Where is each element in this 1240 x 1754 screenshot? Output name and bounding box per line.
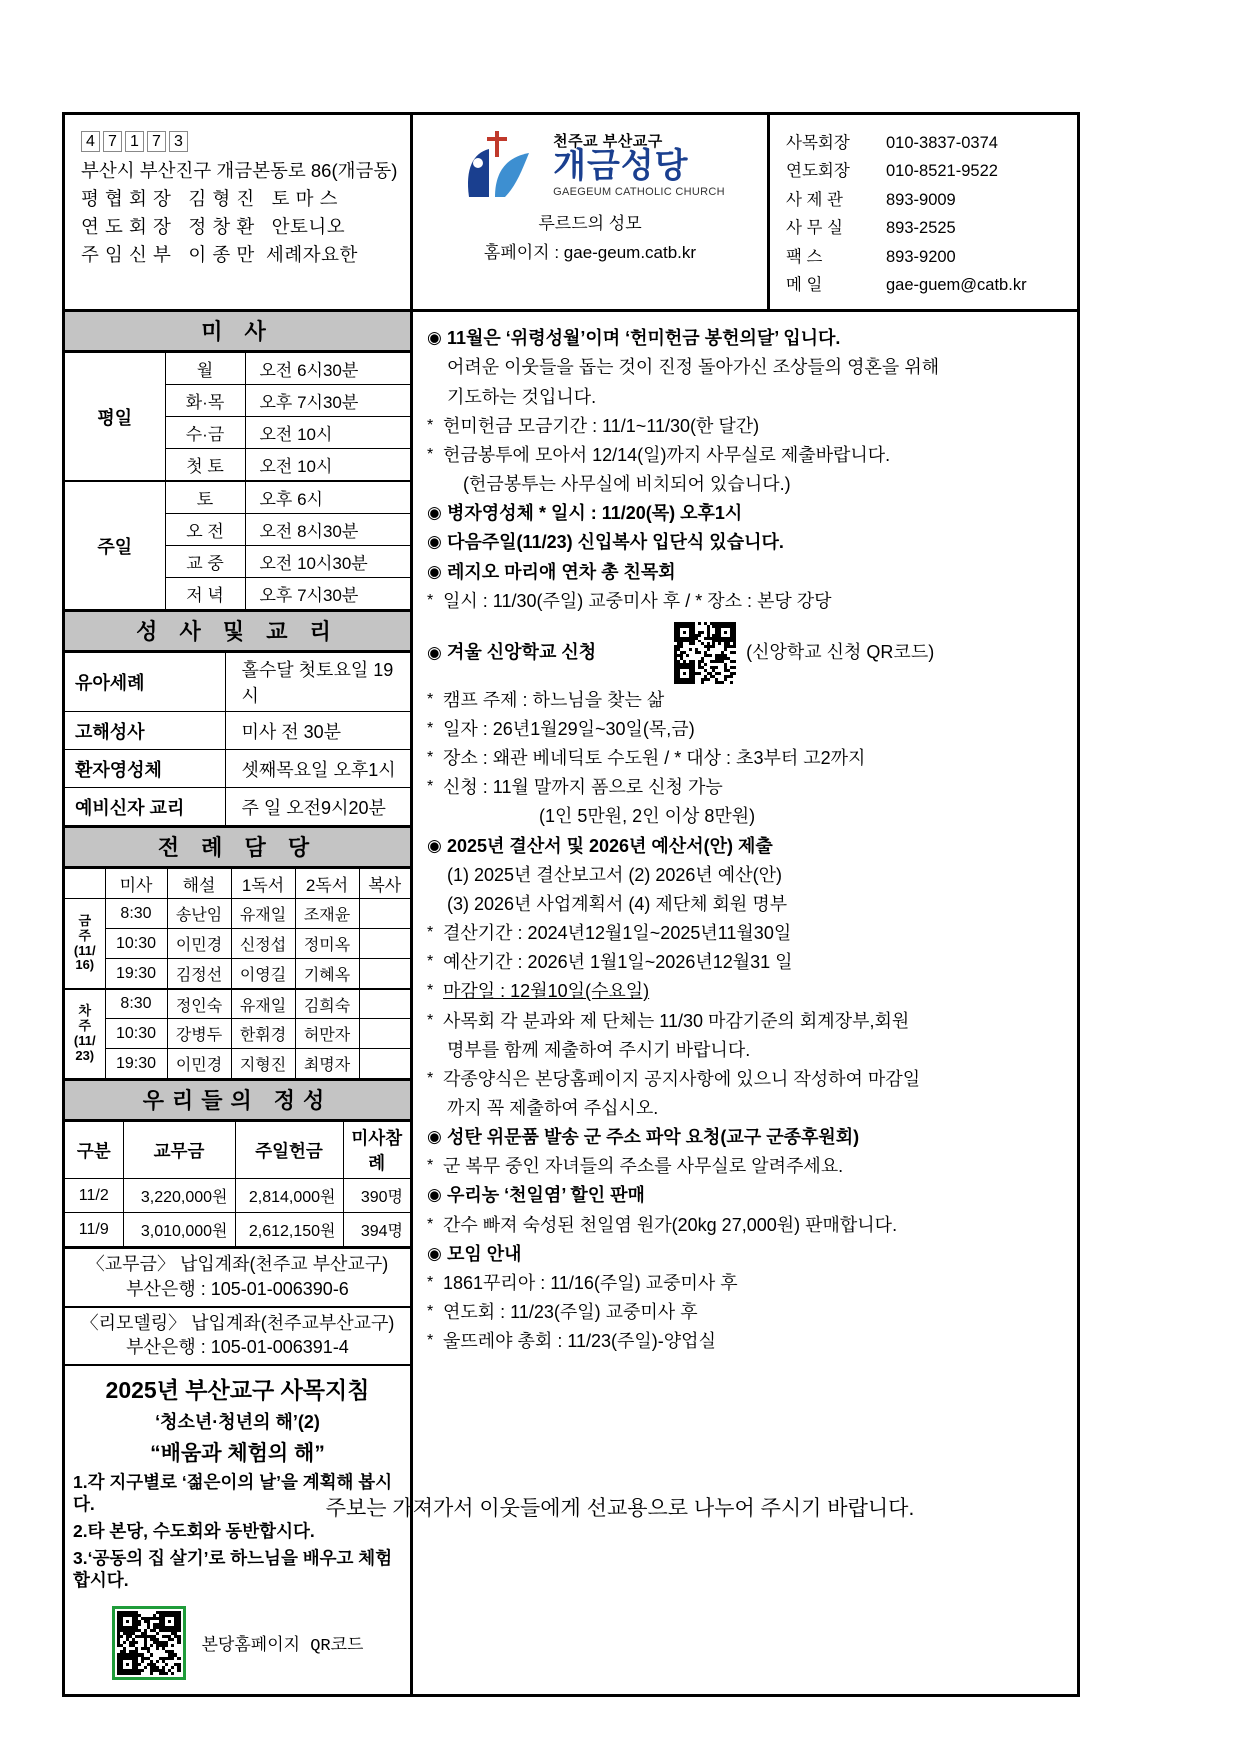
week-line: (11/ bbox=[73, 1033, 96, 1048]
liturgy-col-server: 복사 bbox=[359, 869, 410, 899]
announcement-item bbox=[427, 832, 1067, 861]
liturgy-reading1: 한휘경 bbox=[231, 1019, 295, 1049]
announcement-item bbox=[427, 1298, 1067, 1327]
week-line: 16) bbox=[75, 957, 95, 973]
announcement-text: (1인 5만원, 2인 이상 8만원) bbox=[539, 806, 756, 827]
parish-homepage-qr-code-icon[interactable] bbox=[112, 1606, 186, 1680]
announcement-text: 레지오 마리애 연차 총 친목회 bbox=[447, 561, 676, 582]
contact-email[interactable]: gae-guem@catb.kr bbox=[886, 275, 1027, 294]
announcement-item bbox=[427, 948, 1067, 977]
account-title: 〈교무금〉 납입계좌(천주교 부산교구) bbox=[86, 1254, 389, 1275]
church-name: 개금성당 bbox=[553, 147, 689, 186]
announcement-item bbox=[427, 977, 1067, 1006]
zipcode-digit: 7 bbox=[103, 131, 122, 152]
offering-col-attendance: 미사참례 bbox=[343, 1122, 410, 1179]
bullet-circle-icon: ◉ bbox=[427, 1127, 442, 1147]
bullet-star-icon: * bbox=[427, 1011, 434, 1029]
table-row bbox=[65, 481, 410, 514]
announcement-text: 울뜨레야 총회 : 11/23(주일)-양업실 bbox=[443, 1331, 716, 1352]
announcement-text: 11월은 ‘위령성월’이며 ‘헌미헌금 봉헌의달’ 입니다. bbox=[447, 328, 841, 349]
table-header-row bbox=[65, 869, 410, 899]
liturgy-reading2: 조재윤 bbox=[295, 899, 359, 929]
liturgy-col-reading1: 1독서 bbox=[231, 869, 295, 899]
liturgy-reading2: 기혜옥 bbox=[295, 959, 359, 989]
section-title-liturgy: 전 례 담 당 bbox=[65, 826, 410, 868]
bullet-star-icon: * bbox=[427, 1332, 434, 1350]
contact-label: 사목회장 bbox=[786, 134, 850, 152]
guideline-subtitle-2: “배움과 체험의 해” bbox=[150, 1442, 325, 1466]
liturgy-col-week bbox=[65, 869, 105, 899]
mass-day: 교 중 bbox=[165, 546, 245, 578]
parish-address: 부산시 부산진구 개금본동로 86(개금동) bbox=[81, 160, 398, 181]
offering-dues: 3,220,000원 bbox=[123, 1179, 235, 1213]
account-number: 부산은행 : 105-01-006390-6 bbox=[126, 1278, 349, 1299]
contact-row bbox=[786, 157, 1067, 185]
announcement-text: 연도회 : 11/23(주일) 교중미사 후 bbox=[443, 1302, 698, 1323]
liturgy-server bbox=[359, 1049, 410, 1079]
liturgy-reading2: 허만자 bbox=[295, 1019, 359, 1049]
table-row bbox=[65, 989, 410, 1019]
role-saint-name: 세례자요한 bbox=[266, 244, 358, 266]
announcement-text: 장소 : 왜관 베네딕토 수도원 / * 대상 : 초3부터 고2까지 bbox=[443, 748, 866, 769]
contact-label: 연도회장 bbox=[786, 162, 850, 181]
table-row bbox=[65, 1049, 410, 1079]
announcement-text: 일시 : 11/30(주일) 교중미사 후 / * 장소 : 본당 강당 bbox=[443, 590, 832, 611]
bullet-circle-icon: ◉ bbox=[427, 835, 442, 855]
week-line: 금 bbox=[78, 912, 92, 928]
role-title: 연 도 회 장 bbox=[81, 216, 172, 238]
offering-dues: 3,010,000원 bbox=[123, 1213, 235, 1247]
role-saint-name: 안토니오 bbox=[271, 216, 346, 238]
table-row bbox=[65, 750, 410, 788]
account-block-dues bbox=[65, 1247, 410, 1306]
contact-row bbox=[786, 186, 1067, 214]
announcement-text: (1) 2025년 결산보고서 (2) 2026년 예산(안) bbox=[447, 864, 782, 885]
announcement-text: 캠프 주제 : 하느님을 찾는 삶 bbox=[443, 689, 665, 710]
contact-value: 893-9009 bbox=[886, 190, 956, 209]
sacrament-value: 미사 전 30분 bbox=[225, 712, 410, 750]
account-block-remodeling bbox=[65, 1306, 410, 1365]
announcement-text: 각종양식은 본당홈페이지 공지사항에 있으니 작성하여 마감일 bbox=[443, 1068, 921, 1089]
liturgy-time: 10:30 bbox=[105, 929, 167, 959]
announcement-item bbox=[427, 1240, 1067, 1269]
mass-day: 첫 토 bbox=[165, 449, 245, 482]
announcement-item bbox=[427, 1036, 1067, 1065]
announcement-text: 사목회 각 분과와 제 단체는 11/30 마감기준의 회계장부,회원 bbox=[443, 1010, 910, 1031]
bullet-star-icon: * bbox=[427, 1215, 434, 1233]
mass-weekday-label: 평일 bbox=[65, 353, 165, 482]
mass-time: 오전 6시30분 bbox=[245, 353, 410, 385]
table-row bbox=[65, 712, 410, 750]
table-row bbox=[65, 353, 410, 385]
bullet-circle-icon: ◉ bbox=[427, 561, 442, 581]
announcement-text: 결산기간 : 2024년12월1일~2025년11월30일 bbox=[443, 923, 792, 944]
role-name: 김 형 진 bbox=[188, 188, 255, 210]
contact-row bbox=[786, 129, 1067, 157]
diocese-name: 천주교 부산교구 bbox=[553, 133, 663, 151]
liturgy-reading1: 유재일 bbox=[231, 989, 295, 1019]
mass-time: 오후 7시30분 bbox=[245, 385, 410, 417]
announcement-text: 예산기간 : 2026년 1월1일~2026년12월31 일 bbox=[443, 952, 793, 973]
liturgy-reading1: 유재일 bbox=[231, 899, 295, 929]
qr-module bbox=[177, 1672, 180, 1675]
announcement-text: 명부를 함께 제출하여 주시기 바랍니다. bbox=[447, 1039, 751, 1060]
faith-school-qr-code-icon[interactable] bbox=[674, 622, 736, 684]
role-saint-name: 토 마 스 bbox=[271, 188, 339, 210]
qr-caption: (신앙학교 신청 QR코드) bbox=[746, 642, 935, 663]
bullet-star-icon: * bbox=[427, 445, 434, 463]
table-row bbox=[65, 929, 410, 959]
zipcode-digit: 4 bbox=[81, 131, 100, 152]
parish-qr-row bbox=[73, 1606, 402, 1680]
table-row bbox=[65, 653, 410, 712]
sacrament-name: 고해성사 bbox=[65, 712, 225, 750]
announcement-text: 간수 빠져 숙성된 천일염 원가(20kg 27,000원) 판매합니다. bbox=[443, 1214, 898, 1235]
table-header-row bbox=[65, 1122, 410, 1179]
logo-text-group bbox=[553, 130, 725, 198]
announcement-text: 모임 안내 bbox=[447, 1243, 522, 1264]
contact-value: 010-3837-0374 bbox=[886, 134, 998, 152]
liturgy-time: 8:30 bbox=[105, 989, 167, 1019]
liturgy-reading1: 이영길 bbox=[231, 959, 295, 989]
announcement-item bbox=[427, 715, 1067, 744]
table-row bbox=[65, 1179, 410, 1213]
offering-col-date: 구분 bbox=[65, 1122, 123, 1179]
zipcode-digit: 1 bbox=[125, 131, 144, 152]
liturgy-reading2: 정미옥 bbox=[295, 929, 359, 959]
announcement-item bbox=[427, 622, 1067, 684]
announcement-item bbox=[427, 861, 1067, 890]
bullet-star-icon: * bbox=[427, 953, 434, 971]
bullet-star-icon: * bbox=[427, 924, 434, 942]
guideline-item: 1.각 지구별로 ‘젊은이의 날’을 계획해 봅시다. bbox=[73, 1472, 393, 1515]
week-line: 차 bbox=[78, 1003, 92, 1019]
announcement-item bbox=[427, 324, 1067, 353]
zipcode-digit: 7 bbox=[147, 131, 166, 152]
role-row-3 bbox=[81, 241, 396, 269]
announcement-text: (3) 2026년 사업계획서 (4) 제단체 회원 명부 bbox=[447, 893, 788, 914]
bullet-star-icon: * bbox=[427, 982, 434, 1000]
announcement-text: 2025년 결산서 및 2026년 예산서(안) 제출 bbox=[447, 835, 773, 856]
mass-sunday-label: 주일 bbox=[65, 481, 165, 610]
announcement-text: 1861꾸리아 : 11/16(주일) 교중미사 후 bbox=[443, 1272, 738, 1293]
account-title: 〈리모델링〉 납입계좌(천주교부산교구) bbox=[80, 1312, 395, 1333]
bullet-star-icon: * bbox=[427, 1157, 434, 1175]
bullet-star-icon: * bbox=[427, 778, 434, 796]
liturgy-server bbox=[359, 899, 410, 929]
liturgy-reading2: 김희숙 bbox=[295, 989, 359, 1019]
contact-label: 사 무 실 bbox=[786, 219, 843, 238]
announcement-item bbox=[427, 528, 1067, 557]
guideline-heading: 2025년 부산교구 사목지침 bbox=[105, 1377, 370, 1404]
role-title: 주 임 신 부 bbox=[81, 244, 172, 266]
announcement-text: 일자 : 26년1월29일~30일(목,금) bbox=[443, 718, 695, 739]
sacrament-name: 환자영성체 bbox=[65, 750, 225, 788]
bullet-star-icon: * bbox=[427, 1273, 434, 1291]
contact-row bbox=[786, 271, 1067, 299]
contact-label: 메 일 bbox=[786, 275, 823, 294]
liturgy-server bbox=[359, 1019, 410, 1049]
announcement-item bbox=[427, 441, 1067, 470]
bulletin-page bbox=[62, 112, 1080, 1697]
liturgy-commentator: 이민경 bbox=[167, 929, 231, 959]
role-row-1 bbox=[81, 185, 396, 213]
footer-note: 주보는 가져가서 이웃들에게 선교용으로 나누어 주시기 바랍니다. bbox=[325, 1497, 915, 1520]
mass-day: 오 전 bbox=[165, 514, 245, 546]
announcement-item bbox=[427, 686, 1067, 715]
announcement-item bbox=[427, 1269, 1067, 1298]
week-line: 23) bbox=[75, 1047, 95, 1063]
contact-row bbox=[786, 214, 1067, 242]
table-row bbox=[65, 899, 410, 929]
homepage-label: 홈페이지 : bbox=[483, 243, 560, 262]
announcement-text: 기도하는 것입니다. bbox=[447, 386, 597, 407]
announcement-text: 헌금봉투에 모아서 12/14(일)까지 사무실로 제출바랍니다. bbox=[443, 444, 891, 465]
announcement-item bbox=[427, 1181, 1067, 1210]
section-title-sacraments: 성 사 및 교 리 bbox=[65, 610, 410, 652]
offering-attendance: 390명 bbox=[343, 1179, 410, 1213]
liturgy-commentator: 김정선 bbox=[167, 959, 231, 989]
church-name-english: GAEGEUM CATHOLIC CHURCH bbox=[553, 185, 725, 198]
contact-row bbox=[786, 243, 1067, 271]
week-line: 주 bbox=[78, 1018, 92, 1034]
liturgy-commentator: 이민경 bbox=[167, 1049, 231, 1079]
section-title-offering: 우리들의 정성 bbox=[65, 1079, 410, 1121]
liturgy-reading1: 지형진 bbox=[231, 1049, 295, 1079]
announcement-item bbox=[427, 470, 1067, 499]
liturgy-time: 10:30 bbox=[105, 1019, 167, 1049]
contact-value: 893-2525 bbox=[886, 219, 956, 238]
contact-value: 893-9200 bbox=[886, 247, 956, 266]
announcement-text: 군 복무 중인 자녀들의 주소를 사무실로 알려주세요. bbox=[443, 1156, 844, 1177]
liturgy-commentator: 송난임 bbox=[167, 899, 231, 929]
liturgy-time: 19:30 bbox=[105, 1049, 167, 1079]
logo-row bbox=[417, 127, 763, 201]
mass-day: 저 녁 bbox=[165, 578, 245, 610]
left-column bbox=[65, 312, 413, 1694]
bulletin-header bbox=[65, 115, 1077, 312]
liturgy-server bbox=[359, 989, 410, 1019]
announcement-item bbox=[427, 558, 1067, 587]
contact-value: 010-8521-9522 bbox=[886, 162, 998, 181]
liturgy-reading2: 최명자 bbox=[295, 1049, 359, 1079]
liturgy-time: 19:30 bbox=[105, 959, 167, 989]
zipcode-digit: 3 bbox=[169, 131, 188, 152]
homepage-line bbox=[417, 238, 763, 263]
announcement-item bbox=[427, 890, 1067, 919]
announcement-item bbox=[427, 1327, 1067, 1356]
liturgy-reading1: 신정섭 bbox=[231, 929, 295, 959]
sacrament-name: 예비신자 교리 bbox=[65, 788, 225, 826]
table-row bbox=[65, 1213, 410, 1247]
liturgy-duty-table bbox=[65, 868, 410, 1079]
bullet-circle-icon: ◉ bbox=[427, 1243, 442, 1263]
liturgy-col-reading2: 2독서 bbox=[295, 869, 359, 899]
table-row bbox=[65, 1019, 410, 1049]
announcement-text: (헌금봉투는 사무실에 비치되어 있습니다.) bbox=[463, 474, 791, 495]
bullet-circle-icon: ◉ bbox=[427, 532, 442, 552]
mass-day: 토 bbox=[165, 481, 245, 514]
guideline-subtitle-1: ‘청소년·청년의 해’(2) bbox=[155, 1412, 320, 1433]
mass-time: 오후 7시30분 bbox=[245, 578, 410, 610]
bullet-star-icon: * bbox=[427, 591, 434, 609]
table-row bbox=[65, 788, 410, 826]
bullet-circle-icon: ◉ bbox=[427, 1185, 442, 1205]
parish-address-block bbox=[65, 115, 413, 309]
offering-attendance: 394명 bbox=[343, 1213, 410, 1247]
liturgy-week-label-this bbox=[65, 899, 105, 989]
offering-date: 11/2 bbox=[65, 1179, 123, 1213]
announcement-text: 다음주일(11/23) 신입복사 입단식 있습니다. bbox=[447, 532, 784, 553]
offering-col-dues: 교무금 bbox=[123, 1122, 235, 1179]
week-line: 주 bbox=[78, 927, 92, 943]
role-row-2 bbox=[81, 213, 396, 241]
announcement-text: 헌미헌금 모금기간 : 11/1~11/30(한 달간) bbox=[443, 415, 760, 436]
offering-col-sunday: 주일헌금 bbox=[235, 1122, 343, 1179]
announcement-item bbox=[427, 383, 1067, 412]
mass-day: 월 bbox=[165, 353, 245, 385]
sacrament-name: 유아세례 bbox=[65, 653, 225, 712]
announcement-item bbox=[427, 587, 1067, 616]
announcement-item bbox=[427, 1007, 1067, 1036]
liturgy-server bbox=[359, 929, 410, 959]
pastoral-guideline-block bbox=[65, 1364, 410, 1693]
account-number: 부산은행 : 105-01-006391-4 bbox=[126, 1337, 349, 1358]
mass-day: 화·목 bbox=[165, 385, 245, 417]
announcement-item bbox=[427, 1211, 1067, 1240]
announcement-item bbox=[427, 1094, 1067, 1123]
week-line: (11/ bbox=[73, 942, 96, 958]
parish-qr-label: 본당홈페이지 QR코드 bbox=[201, 1636, 364, 1656]
contact-block bbox=[770, 115, 1077, 309]
announcement-item bbox=[427, 744, 1067, 773]
offering-table bbox=[65, 1121, 410, 1247]
contact-label: 사 제 관 bbox=[786, 190, 843, 209]
role-name: 이 종 만 bbox=[188, 244, 255, 266]
section-title-mass: 미 사 bbox=[65, 312, 410, 352]
announcement-item bbox=[427, 773, 1067, 802]
announcement-item bbox=[427, 1152, 1067, 1181]
announcement-item bbox=[427, 1123, 1067, 1152]
mass-time: 오전 8시30분 bbox=[245, 514, 410, 546]
qr-module bbox=[733, 681, 736, 684]
parish-logo-block bbox=[413, 115, 770, 309]
announcement-text: 어려운 이웃들을 돕는 것이 진정 돌아가신 조상들의 영혼을 위해 bbox=[447, 357, 940, 378]
liturgy-week-label-next bbox=[65, 989, 105, 1079]
liturgy-commentator: 정인숙 bbox=[167, 989, 231, 1019]
contact-label: 팩 스 bbox=[786, 247, 823, 266]
announcement-text: 겨울 신앙학교 신청 bbox=[447, 642, 597, 663]
sacrament-value: 주 일 오전9시20분 bbox=[225, 788, 410, 826]
offering-sunday: 2,814,000원 bbox=[235, 1179, 343, 1213]
role-title: 평 협 회 장 bbox=[81, 188, 172, 210]
sacrament-value: 셋째목요일 오후1시 bbox=[225, 750, 410, 788]
mass-time: 오전 10시 bbox=[245, 417, 410, 449]
announcement-item bbox=[427, 919, 1067, 948]
announcement-item bbox=[427, 353, 1067, 382]
bullet-star-icon: * bbox=[427, 690, 434, 708]
bullet-circle-icon: ◉ bbox=[427, 503, 442, 523]
announcement-text: 신청 : 11월 말까지 폼으로 신청 가능 bbox=[443, 777, 723, 798]
announcement-item bbox=[427, 1065, 1067, 1094]
mass-schedule-table bbox=[65, 352, 410, 610]
sacrament-table bbox=[65, 652, 410, 826]
bulletin-body bbox=[65, 312, 1077, 1694]
mass-day: 수·금 bbox=[165, 417, 245, 449]
announcement-text: 까지 꼭 제출하여 주십시오. bbox=[447, 1098, 659, 1118]
patron-name: 루르드의 성모 bbox=[538, 214, 642, 233]
offering-sunday: 2,612,150원 bbox=[235, 1213, 343, 1247]
church-logo-icon bbox=[455, 127, 547, 201]
announcement-item bbox=[427, 412, 1067, 441]
homepage-url[interactable]: gae-geum.catb.kr bbox=[563, 243, 697, 262]
bullet-circle-icon: ◉ bbox=[427, 643, 442, 663]
announcement-item bbox=[427, 499, 1067, 528]
zipcode bbox=[81, 131, 396, 152]
table-row bbox=[65, 959, 410, 989]
liturgy-col-mass: 미사 bbox=[105, 869, 167, 899]
announcement-text: 마감일 : 12월10일(수요일) bbox=[443, 981, 650, 1002]
sacrament-value: 홀수달 첫토요일 19시 bbox=[225, 653, 410, 712]
bullet-star-icon: * bbox=[427, 719, 434, 737]
liturgy-time: 8:30 bbox=[105, 899, 167, 929]
mass-time: 오전 10시 bbox=[245, 449, 410, 482]
announcement-text: 병자영성체 * 일시 : 11/20(목) 오후1시 bbox=[447, 503, 743, 524]
liturgy-commentator: 강병두 bbox=[167, 1019, 231, 1049]
role-name: 정 창 환 bbox=[188, 216, 255, 238]
mass-time: 오전 10시30분 bbox=[245, 546, 410, 578]
bullet-circle-icon: ◉ bbox=[427, 328, 442, 348]
bullet-star-icon: * bbox=[427, 749, 434, 767]
liturgy-server bbox=[359, 959, 410, 989]
guideline-item: 2.타 본당, 수도회와 동반합시다. bbox=[73, 1521, 315, 1542]
bullet-star-icon: * bbox=[427, 1303, 434, 1321]
offering-date: 11/9 bbox=[65, 1213, 123, 1247]
announcements-column bbox=[413, 312, 1077, 1694]
mass-time: 오후 6시 bbox=[245, 481, 410, 514]
announcement-item bbox=[427, 802, 1067, 831]
announcement-text: 성탄 위문품 발송 군 주소 파악 요청(교구 군종후원회) bbox=[447, 1127, 860, 1148]
liturgy-col-commentator: 해설 bbox=[167, 869, 231, 899]
announcement-text: 우리농 ‘천일염’ 할인 판매 bbox=[447, 1185, 645, 1206]
bullet-star-icon: * bbox=[427, 1069, 434, 1087]
guideline-item: 3.‘공동의 집 살기’로 하느님을 배우고 체험합시다. bbox=[73, 1548, 393, 1590]
bullet-star-icon: * bbox=[427, 416, 434, 434]
